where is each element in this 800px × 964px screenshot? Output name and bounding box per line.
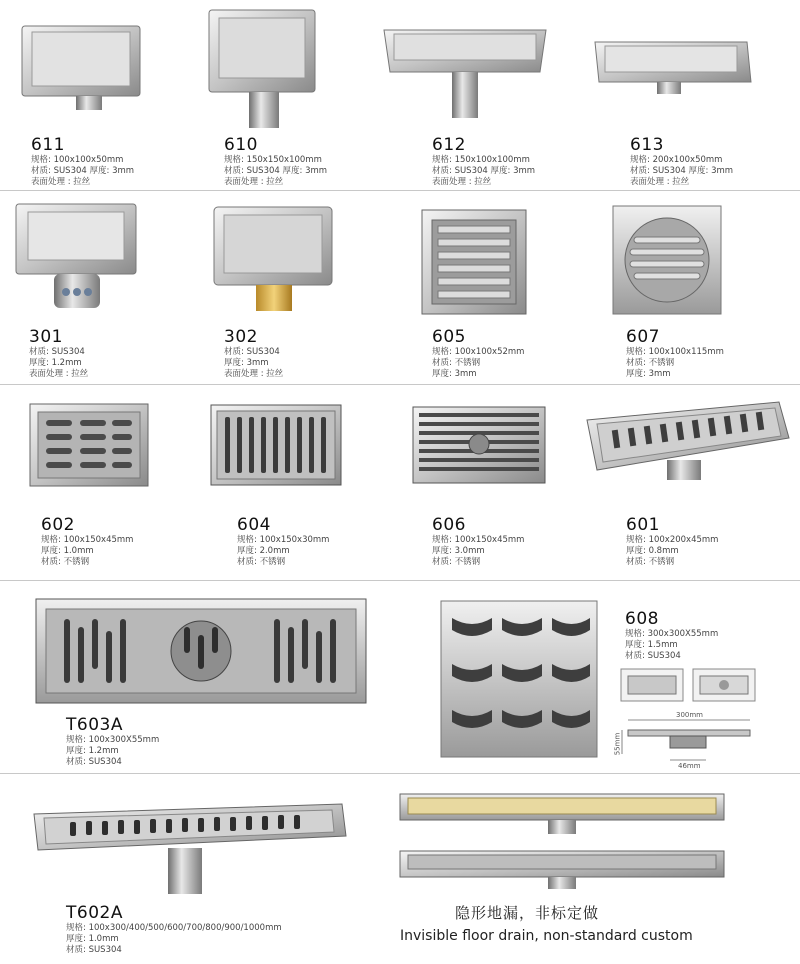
- product-code: 604: [237, 515, 271, 535]
- product-specs: [31, 155, 134, 188]
- spec-line: 规格: 100x100x50mm: [31, 155, 124, 165]
- spec-line: 材质: 不锈钢: [237, 557, 286, 567]
- spec-line: 材质: 不锈钢: [432, 557, 481, 567]
- spec-line: 规格: 100x100x115mm: [626, 347, 724, 357]
- spec-line: 表面处理 : 拉丝: [31, 177, 91, 187]
- drain-613-shape: [593, 38, 753, 98]
- drain-607-image: [612, 205, 724, 317]
- spec-line: 材质: SUS304: [66, 945, 122, 955]
- drain-611-image: [20, 18, 145, 113]
- spec-line: 材质: SUS304: [625, 651, 681, 661]
- drain-301-image: [14, 202, 139, 312]
- spec-line: 厚度: 3.0mm: [432, 546, 485, 556]
- spec-line: 厚度: 1.2mm: [29, 358, 82, 368]
- product-specs: [432, 535, 524, 568]
- drain-606-shape: [411, 405, 547, 485]
- product-specs: [29, 347, 88, 380]
- spec-line: 规格: 150x150x100mm: [224, 155, 322, 165]
- drain-613-image: [593, 38, 753, 98]
- spec-line: 规格: 100x100x52mm: [432, 347, 525, 357]
- spec-line: 材质: 不锈钢: [626, 557, 675, 567]
- spec-line: 厚度: 1.5mm: [625, 640, 678, 650]
- product-code: 608: [625, 609, 659, 629]
- product-specs: [224, 347, 283, 380]
- spec-line: 厚度: 1.0mm: [66, 934, 119, 944]
- spec-line: 规格: 100x150x45mm: [432, 535, 525, 545]
- drain-606-image: [411, 405, 547, 485]
- drain-607-shape: [612, 205, 724, 317]
- spec-line: 规格: 100x300X55mm: [66, 735, 160, 745]
- spec-line: 规格: 100x300/400/500/600/700/800/900/1000mm: [66, 923, 282, 933]
- spec-line: 规格: 100x200x45mm: [626, 535, 719, 545]
- drain-605-shape: [420, 208, 530, 318]
- spec-line: 材质: SUS304 厚度: 3mm: [224, 166, 328, 176]
- drain-608-thumb-top: [620, 668, 684, 702]
- drain-602-image: [28, 402, 150, 488]
- spec-line: 材质: SUS304: [29, 347, 85, 357]
- product-specs: [237, 535, 329, 568]
- product-specs: [66, 735, 159, 768]
- spec-line: 厚度: 3mm: [432, 369, 477, 379]
- product-code: 302: [224, 327, 258, 347]
- drain-608-thumb-base: [692, 668, 756, 702]
- product-code: 301: [29, 327, 63, 347]
- product-specs: [66, 923, 282, 956]
- drain-301-shape: [14, 202, 139, 312]
- spec-line: 规格: 300x300X55mm: [625, 629, 719, 639]
- spec-line: 材质: SUS304 厚度: 3mm: [432, 166, 536, 176]
- drain-t602a-image: [30, 800, 348, 900]
- row-divider: [0, 580, 800, 581]
- product-code: 612: [432, 135, 466, 155]
- spec-line: 规格: 150x100x100mm: [432, 155, 530, 165]
- drain-610-shape: [205, 6, 320, 131]
- product-code: 605: [432, 327, 466, 347]
- product-code: 607: [626, 327, 660, 347]
- row-divider: [0, 773, 800, 774]
- dim-height-label: 55mm: [613, 732, 622, 756]
- product-specs: [432, 347, 524, 380]
- spec-line: 材质: SUS304: [66, 757, 122, 767]
- invisible-drain-tiled-shape: [398, 790, 726, 838]
- product-specs: [432, 155, 535, 188]
- spec-line: 规格: 200x100x50mm: [630, 155, 723, 165]
- spec-line: 表面处理 : 拉丝: [224, 369, 284, 379]
- product-specs: [224, 155, 327, 188]
- product-code: 610: [224, 135, 258, 155]
- product-code: 601: [626, 515, 660, 535]
- invisible-drain-channel-image: [398, 845, 726, 893]
- drain-t603a-image: [34, 597, 368, 705]
- spec-line: 表面处理 : 拉丝: [432, 177, 492, 187]
- drain-t603a-shape: [34, 597, 368, 705]
- product-code: T603A: [66, 715, 123, 735]
- row-divider: [0, 384, 800, 385]
- product-specs: [41, 535, 133, 568]
- product-specs: [630, 155, 733, 188]
- spec-line: 材质: 不锈钢: [626, 358, 675, 368]
- drain-604-image: [209, 403, 343, 487]
- drain-601-image: [583, 398, 791, 483]
- product-specs: [626, 347, 724, 380]
- spec-line: 材质: SUS304 厚度: 3mm: [31, 166, 135, 176]
- spec-line: 规格: 100x150x30mm: [237, 535, 330, 545]
- invisible-drain-channel-shape: [398, 845, 726, 893]
- product-code: 613: [630, 135, 664, 155]
- spec-line: 规格: 100x150x45mm: [41, 535, 134, 545]
- spec-line: 表面处理 : 拉丝: [630, 177, 690, 187]
- drain-608-shape: [440, 600, 600, 760]
- spec-line: 厚度: 2.0mm: [237, 546, 290, 556]
- spec-line: 材质: SUS304 厚度: 3mm: [630, 166, 734, 176]
- thumb-base-shape: [692, 668, 756, 702]
- drain-605-image: [420, 208, 530, 318]
- drain-611-shape: [20, 18, 145, 113]
- spec-line: 厚度: 3mm: [626, 369, 671, 379]
- spec-line: 厚度: 1.2mm: [66, 746, 119, 756]
- spec-line: 材质: 不锈钢: [41, 557, 90, 567]
- drain-302-image: [212, 205, 337, 315]
- dim-bottom-label: 46mm: [678, 762, 701, 770]
- product-specs: [626, 535, 718, 568]
- spec-line: 厚度: 3mm: [224, 358, 269, 368]
- drain-602-shape: [28, 402, 150, 488]
- spec-line: 表面处理 : 拉丝: [29, 369, 89, 379]
- caption-chinese: 隐形地漏，非标定做: [455, 904, 600, 922]
- spec-line: 厚度: 0.8mm: [626, 546, 679, 556]
- product-code: 602: [41, 515, 75, 535]
- drain-604-shape: [209, 403, 343, 487]
- spec-line: 材质: SUS304: [224, 347, 280, 357]
- drain-610-image: [205, 6, 320, 131]
- drain-t602a-shape: [30, 800, 348, 900]
- spec-line: 材质: 不锈钢: [432, 358, 481, 368]
- caption-english: Invisible floor drain, non-standard custom: [400, 928, 693, 944]
- product-code: 606: [432, 515, 466, 535]
- drain-612-image: [380, 22, 550, 122]
- spec-line: 表面处理 : 拉丝: [224, 177, 284, 187]
- drain-601-shape: [583, 398, 791, 483]
- product-specs: [625, 629, 718, 662]
- drain-302-shape: [212, 205, 337, 315]
- invisible-drain-tiled-image: [398, 790, 726, 838]
- dim-width-label: 300mm: [676, 711, 703, 719]
- row-divider: [0, 190, 800, 191]
- thumb-grate-shape: [620, 668, 684, 702]
- drain-608-image: [440, 600, 600, 760]
- spec-line: 厚度: 1.0mm: [41, 546, 94, 556]
- drain-612-shape: [380, 22, 550, 122]
- product-code: T602A: [66, 903, 123, 923]
- product-code: 611: [31, 135, 65, 155]
